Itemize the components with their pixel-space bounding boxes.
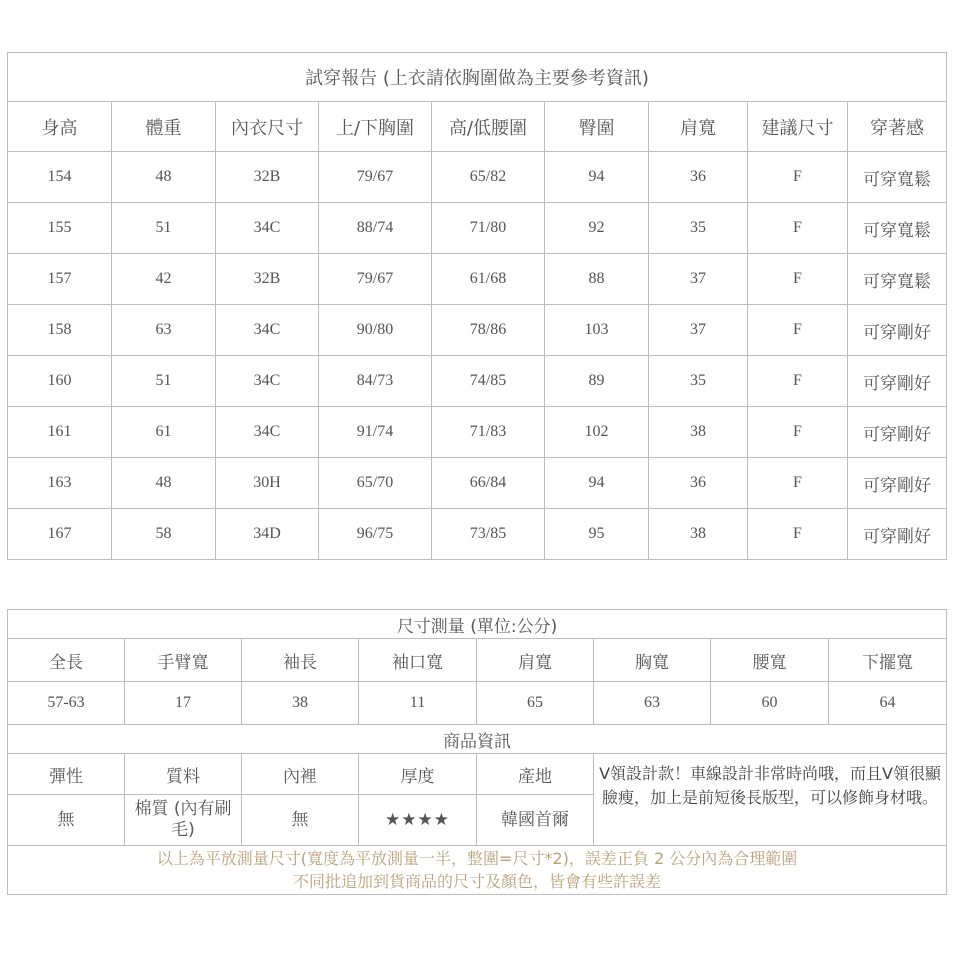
cell-shoulder: 37 — [649, 254, 748, 305]
cell-bra-size: 34D — [216, 509, 319, 560]
cell-height: 167 — [8, 509, 112, 560]
cell-bust: 79/67 — [319, 254, 432, 305]
header-hip: 臀圍 — [545, 102, 649, 152]
cell-shoulder: 36 — [649, 152, 748, 203]
cell-suggested-size: F — [748, 305, 848, 356]
cell-bust: 79/67 — [319, 152, 432, 203]
note-line-2: 不同批追加到貨商品的尺寸及顏色，皆會有些許誤差 — [293, 872, 662, 891]
value-origin: 韓國首爾 — [477, 795, 594, 846]
cell-fit-feel: 可穿剛好 — [848, 407, 947, 458]
cell-fit-feel: 可穿寬鬆 — [848, 254, 947, 305]
cell-weight: 48 — [112, 152, 216, 203]
fitting-report-table — [7, 52, 947, 560]
cell-bust: 65/70 — [319, 458, 432, 509]
value-hem-width: 64 — [829, 682, 947, 725]
cell-hip: 89 — [545, 356, 649, 407]
header-bust: 上/下胸圍 — [319, 102, 432, 152]
value-lining: 無 — [242, 795, 359, 846]
header-waist-width: 腰寬 — [711, 639, 829, 682]
cell-hip: 94 — [545, 458, 649, 509]
table-row — [8, 509, 947, 560]
cell-hip: 88 — [545, 254, 649, 305]
header-sleeve-length: 袖長 — [242, 639, 359, 682]
cell-height: 154 — [8, 152, 112, 203]
cell-hip: 94 — [545, 152, 649, 203]
cell-bust: 90/80 — [319, 305, 432, 356]
header-height: 身高 — [8, 102, 112, 152]
table-row — [8, 356, 947, 407]
cell-suggested-size: F — [748, 458, 848, 509]
product-description: V領設計款！車線設計非常時尚哦，而且V領很顯臉瘦，加上是前短後長版型，可以修飾身材哦。 — [594, 754, 947, 846]
cell-waist: 66/84 — [432, 458, 545, 509]
cell-bust: 84/73 — [319, 356, 432, 407]
cell-suggested-size: F — [748, 203, 848, 254]
size-measure-header-row — [8, 639, 947, 682]
product-info-header-row — [8, 754, 947, 795]
measurement-notes — [8, 846, 947, 895]
cell-bra-size: 34C — [216, 356, 319, 407]
cell-shoulder: 35 — [649, 203, 748, 254]
cell-weight: 51 — [112, 203, 216, 254]
size-measure-title: 尺寸測量 (單位:公分) — [8, 610, 947, 639]
cell-fit-feel: 可穿寬鬆 — [848, 152, 947, 203]
table-row — [8, 305, 947, 356]
cell-waist: 74/85 — [432, 356, 545, 407]
cell-weight: 42 — [112, 254, 216, 305]
cell-weight: 63 — [112, 305, 216, 356]
size-measure-table — [7, 609, 947, 895]
cell-fit-feel: 可穿剛好 — [848, 458, 947, 509]
header-material: 質料 — [125, 754, 242, 795]
cell-height: 160 — [8, 356, 112, 407]
cell-fit-feel: 可穿寬鬆 — [848, 203, 947, 254]
table-row — [8, 407, 947, 458]
value-sleeve-length: 38 — [242, 682, 359, 725]
cell-bust: 88/74 — [319, 203, 432, 254]
value-arm-width: 17 — [125, 682, 242, 725]
cell-shoulder: 38 — [649, 407, 748, 458]
header-bra-size: 內衣尺寸 — [216, 102, 319, 152]
header-thickness: 厚度 — [359, 754, 477, 795]
cell-waist: 65/82 — [432, 152, 545, 203]
cell-bra-size: 32B — [216, 254, 319, 305]
cell-suggested-size: F — [748, 152, 848, 203]
cell-height: 161 — [8, 407, 112, 458]
cell-hip: 102 — [545, 407, 649, 458]
cell-weight: 61 — [112, 407, 216, 458]
cell-suggested-size: F — [748, 509, 848, 560]
cell-hip: 103 — [545, 305, 649, 356]
cell-waist: 61/68 — [432, 254, 545, 305]
table-row — [8, 458, 947, 509]
cell-bra-size: 34C — [216, 305, 319, 356]
cell-hip: 95 — [545, 509, 649, 560]
header-suggested-size: 建議尺寸 — [748, 102, 848, 152]
cell-height: 158 — [8, 305, 112, 356]
cell-fit-feel: 可穿剛好 — [848, 356, 947, 407]
header-waist: 高/低腰圍 — [432, 102, 545, 152]
cell-weight: 58 — [112, 509, 216, 560]
value-waist-width: 60 — [711, 682, 829, 725]
header-lining: 內裡 — [242, 754, 359, 795]
value-shoulder-width: 65 — [477, 682, 594, 725]
header-shoulder: 肩寬 — [649, 102, 748, 152]
value-chest-width: 63 — [594, 682, 711, 725]
cell-bra-size: 34C — [216, 407, 319, 458]
cell-hip: 92 — [545, 203, 649, 254]
cell-shoulder: 38 — [649, 509, 748, 560]
table-row — [8, 254, 947, 305]
header-weight: 體重 — [112, 102, 216, 152]
cell-shoulder: 37 — [649, 305, 748, 356]
header-shoulder-width: 肩寬 — [477, 639, 594, 682]
cell-bust: 96/75 — [319, 509, 432, 560]
value-elasticity: 無 — [8, 795, 125, 846]
cell-fit-feel: 可穿剛好 — [848, 509, 947, 560]
cell-height: 157 — [8, 254, 112, 305]
cell-suggested-size: F — [748, 356, 848, 407]
header-total-length: 全長 — [8, 639, 125, 682]
cell-bra-size: 34C — [216, 203, 319, 254]
header-origin: 產地 — [477, 754, 594, 795]
note-line-1: 以上為平放測量尺寸(寬度為平放測量一半，整圍=尺寸*2)，誤差正負 2 公分內為合理範圍 — [156, 849, 798, 868]
product-info-title: 商品資訊 — [8, 725, 947, 754]
header-chest-width: 胸寬 — [594, 639, 711, 682]
cell-bust: 91/74 — [319, 407, 432, 458]
cell-shoulder: 35 — [649, 356, 748, 407]
header-hem-width: 下擺寬 — [829, 639, 947, 682]
cell-bra-size: 32B — [216, 152, 319, 203]
value-cuff-width: 11 — [359, 682, 477, 725]
header-arm-width: 手臂寬 — [125, 639, 242, 682]
fitting-report-title: 試穿報告 (上衣請依胸圍做為主要參考資訊) — [8, 53, 947, 102]
cell-waist: 73/85 — [432, 509, 545, 560]
table-row — [8, 152, 947, 203]
cell-waist: 71/80 — [432, 203, 545, 254]
cell-weight: 48 — [112, 458, 216, 509]
cell-waist: 78/86 — [432, 305, 545, 356]
cell-bra-size: 30H — [216, 458, 319, 509]
value-material: 棉質 (內有刷毛) — [125, 795, 242, 846]
cell-weight: 51 — [112, 356, 216, 407]
cell-height: 163 — [8, 458, 112, 509]
header-elasticity: 彈性 — [8, 754, 125, 795]
cell-fit-feel: 可穿剛好 — [848, 305, 947, 356]
cell-suggested-size: F — [748, 407, 848, 458]
thickness-stars-icon: ★★★★ — [359, 795, 477, 846]
cell-suggested-size: F — [748, 254, 848, 305]
size-measure-values-row — [8, 682, 947, 725]
table-row — [8, 203, 947, 254]
cell-shoulder: 36 — [649, 458, 748, 509]
header-fit-feel: 穿著感 — [848, 102, 947, 152]
header-cuff-width: 袖口寬 — [359, 639, 477, 682]
value-total-length: 57-63 — [8, 682, 125, 725]
cell-height: 155 — [8, 203, 112, 254]
cell-waist: 71/83 — [432, 407, 545, 458]
fitting-report-header-row — [8, 102, 947, 152]
